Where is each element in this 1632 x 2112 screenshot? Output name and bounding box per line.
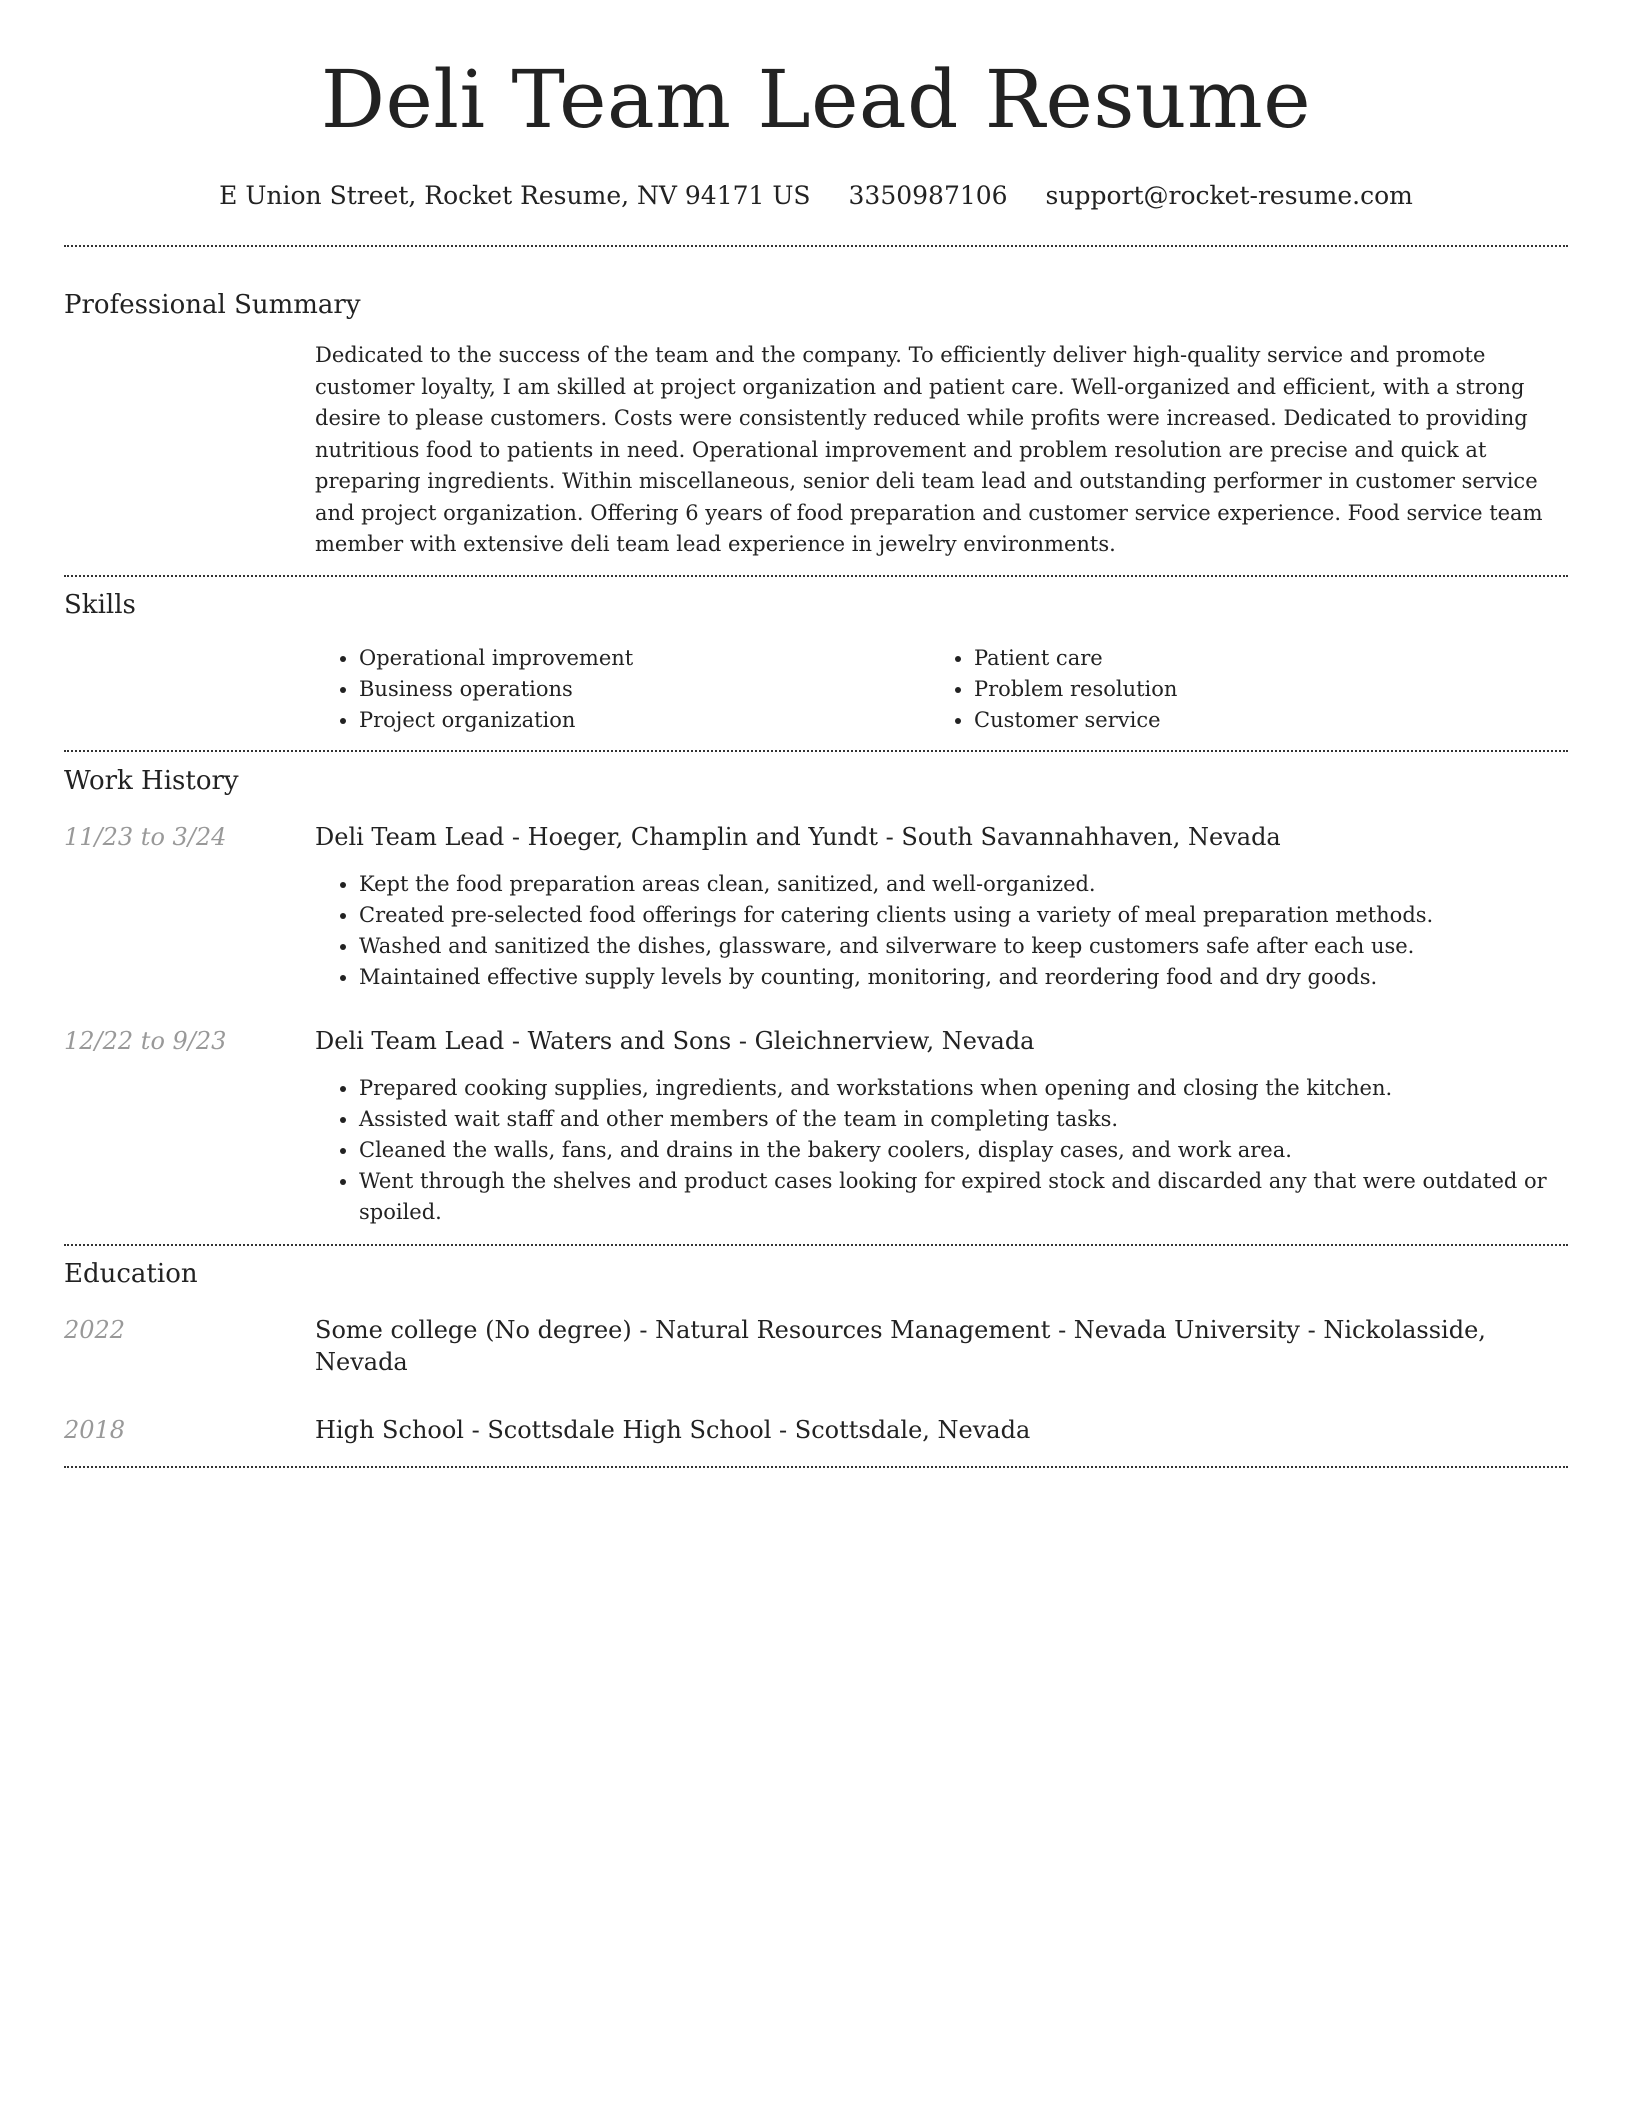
summary-text: Dedicated to the success of the team and the company. To efficiently deliver high-quality service and promote customer loyalty, I am skilled at project organization and patient care. Well-organized and efficient, with a strong desire to please customers. Costs were consistently reduced while profits were increased. Dedicated to providing nutritious food to patients in need. Operational improvement and problem resolution are precise and quick at preparing ingredients. Within miscellaneous, senior deli team lead and outstanding performer in customer service and project organization. Offering 6 years of food preparation and customer service experience. Food service team member with extensive deli team lead experience in jewelry environments. [315, 343, 1543, 556]
section-divider [64, 1244, 1568, 1246]
job-entry [64, 1025, 1568, 1228]
education-entry [64, 1414, 1568, 1446]
job-entry [64, 821, 1568, 993]
skill-item: • Operational improvement [359, 643, 930, 674]
contact-phone: 3350987106 [848, 181, 1008, 210]
skills-list-right [930, 643, 1545, 736]
job-bullet: • Kept the food preparation areas clean, sanitized, and well-organized. [359, 869, 1568, 900]
job-body [315, 821, 1568, 993]
education-detail: High School - Scottsdale High School - Scottsdale, Nevada [315, 1415, 1031, 1444]
education-year: 2018 [64, 1415, 126, 1444]
contact-address: E Union Street, Rocket Resume, NV 94171 US [219, 181, 811, 210]
education-year: 2022 [64, 1315, 126, 1344]
skill-item: • Project organization [359, 705, 930, 736]
job-bullet: • Washed and sanitized the dishes, glassware, and silverware to keep customers safe after each use. [359, 931, 1568, 962]
section-divider [64, 1466, 1568, 1468]
skills-heading: Skills [64, 589, 136, 620]
resume-title: Deli Team Lead Resume [320, 53, 1312, 146]
job-dates: 11/23 to 3/24 [64, 822, 227, 851]
job-bullet: • Cleaned the walls, fans, and drains in the bakery coolers, display cases, and work area. [359, 1135, 1568, 1166]
job-title: Deli Team Lead - Hoeger, Champlin and Yundt - South Savannahhaven, Nevada [315, 822, 1281, 851]
skills-grid [315, 643, 1568, 736]
skill-item: • Customer service [974, 705, 1545, 736]
education-heading: Education [64, 1258, 198, 1289]
skills-section [64, 589, 1568, 736]
job-bullets [315, 1073, 1568, 1228]
section-divider [64, 245, 1568, 247]
job-title: Deli Team Lead - Waters and Sons - Gleichnerview, Nevada [315, 1026, 1035, 1055]
job-dates: 12/22 to 9/23 [64, 1026, 227, 1055]
skill-item: • Business operations [359, 674, 930, 705]
work-heading: Work History [64, 765, 239, 796]
skill-item: • Problem resolution [974, 674, 1545, 705]
skills-list-left [315, 643, 930, 736]
job-bullet: • Maintained effective supply levels by counting, monitoring, and reordering food and dry goods. [359, 962, 1568, 993]
summary-section [64, 289, 1568, 561]
job-body [315, 1025, 1568, 1228]
work-section [64, 765, 1568, 1228]
contact-email: support@rocket-resume.com [1045, 181, 1413, 210]
job-bullet: • Went through the shelves and product cases looking for expired stock and discarded any that were outdated or spoiled. [359, 1166, 1568, 1228]
skill-item: • Patient care [974, 643, 1545, 674]
education-entry [64, 1314, 1568, 1378]
job-bullet: • Created pre-selected food offerings for catering clients using a variety of meal preparation methods. [359, 900, 1568, 931]
job-bullet: • Prepared cooking supplies, ingredients, and workstations when opening and closing the kitchen. [359, 1073, 1568, 1104]
contact-line [64, 180, 1568, 212]
section-divider [64, 575, 1568, 577]
job-bullet: • Assisted wait staff and other members of the team in completing tasks. [359, 1104, 1568, 1135]
education-detail: Some college (No degree) - Natural Resources Management - Nevada University - Nickolasside, Nevada [315, 1315, 1486, 1376]
summary-heading: Professional Summary [64, 290, 361, 320]
job-bullets [315, 869, 1568, 993]
section-divider [64, 750, 1568, 752]
education-section [64, 1258, 1568, 1446]
